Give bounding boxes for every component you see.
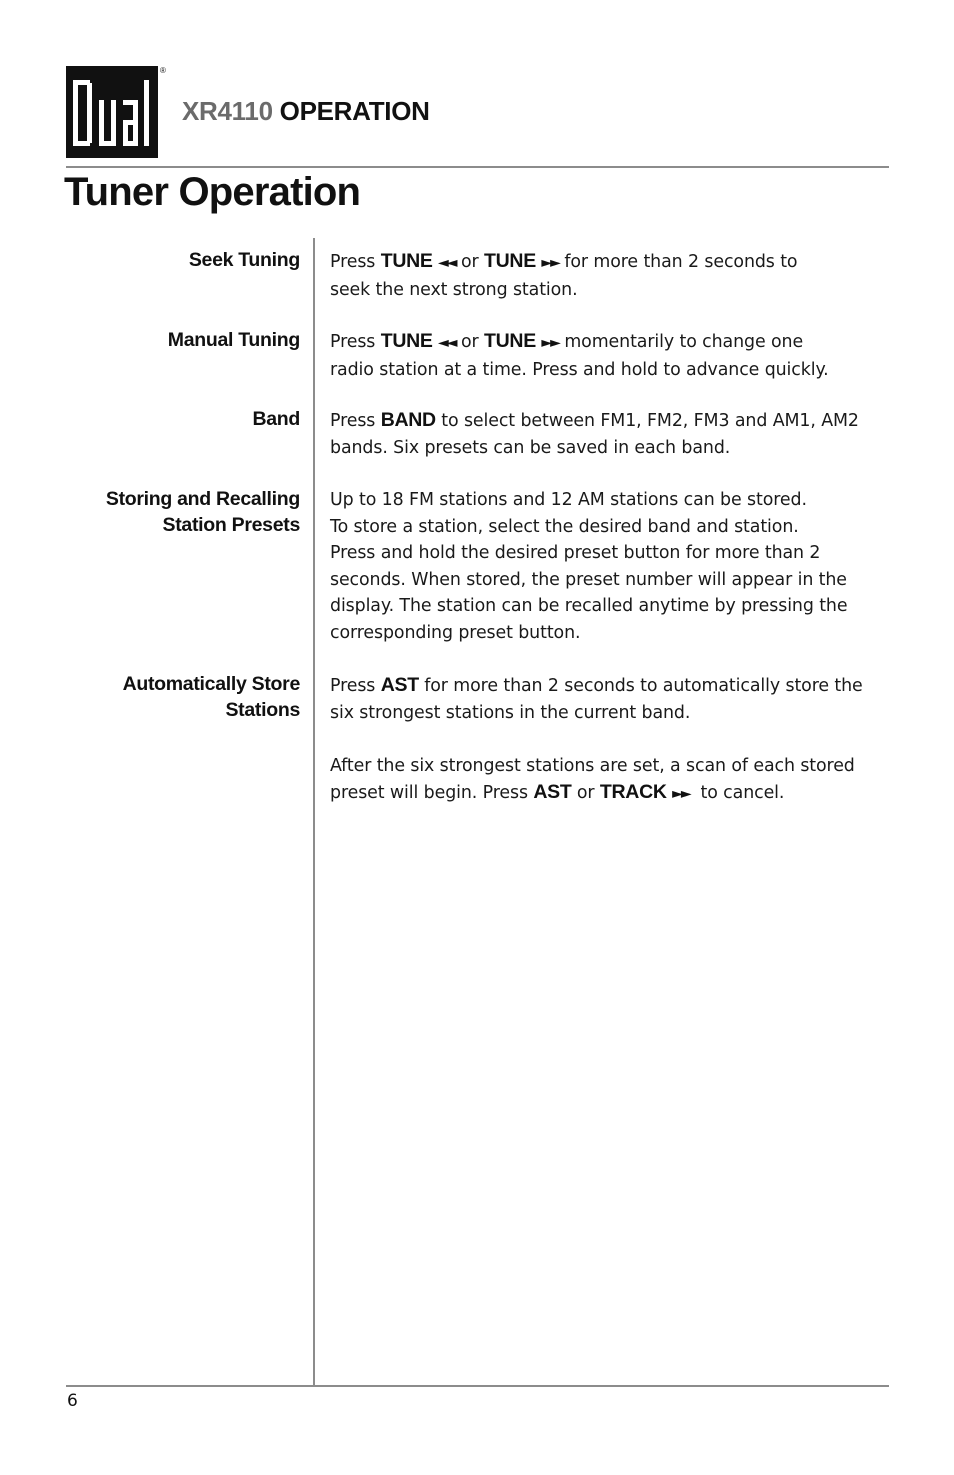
fast-forward-icon: ►► (541, 255, 559, 271)
ast-p2-line-1: After the six strongest stations are set, a scan of each stored (330, 755, 855, 776)
label-storing-presets (106, 486, 300, 538)
label-line-1: Storing and Recalling (105, 488, 300, 510)
keyword-tune: TUNE (484, 250, 536, 272)
header-model: XR4110 (182, 96, 273, 126)
column-divider (313, 238, 315, 1385)
text: Press (330, 411, 381, 431)
presets-line: display. The station can be recalled anytime by pressing the (330, 596, 848, 616)
dual-logo-mark (66, 66, 158, 158)
manual-line-2: radio station at a time. Press and hold to advance quickly. (330, 359, 829, 380)
page-number: 6 (67, 1391, 78, 1411)
text: momentarily to change one (558, 332, 804, 352)
keyword-track: TRACK (599, 781, 667, 803)
bottom-rule (66, 1385, 889, 1387)
keyword-ast: AST (533, 781, 572, 803)
rewind-icon: ◄◄ (438, 255, 456, 271)
label-line-2: Stations (225, 699, 300, 721)
presets-line: seconds. When stored, the preset number will appear in the (330, 569, 847, 590)
keyword-tune: TUNE (380, 330, 433, 352)
label-automatically-store (123, 671, 300, 723)
text: to select between FM1, FM2, FM3 and AM1, AM2 (435, 411, 859, 431)
ast-line-2: six strongest stations in the current band. (330, 702, 691, 723)
text: Press (330, 252, 381, 272)
label-band: Band (252, 408, 300, 430)
dual-logo (66, 66, 158, 158)
text: or (571, 783, 600, 803)
label-line-2: Station Presets (162, 514, 300, 536)
band-text (330, 407, 895, 461)
ast-line-1 (330, 672, 895, 700)
ast-p2-line-2 (330, 779, 895, 808)
fast-forward-icon: ►► (541, 335, 559, 351)
label-seek-tuning: Seek Tuning (188, 249, 300, 271)
presets-line: To store a station, select the desired band and station. (330, 516, 799, 537)
text: Press (330, 332, 381, 352)
text: or (455, 252, 485, 272)
keyword-tune: TUNE (380, 250, 433, 272)
header-title (182, 96, 430, 127)
text: or (455, 332, 485, 352)
fast-forward-icon: ►► (672, 786, 690, 802)
header-section: OPERATION (279, 96, 430, 126)
registered-mark: ® (160, 66, 166, 75)
text: for more than 2 seconds to (558, 252, 798, 272)
rewind-icon: ◄◄ (438, 335, 456, 351)
text: to cancel. (689, 783, 785, 803)
band-line-1 (330, 407, 895, 435)
keyword-tune: TUNE (484, 330, 536, 352)
seek-tuning-text (330, 248, 895, 303)
presets-line: Up to 18 FM stations and 12 AM stations can be stored. (330, 490, 807, 510)
seek-line-2: seek the next strong station. (330, 279, 578, 300)
presets-line: corresponding preset button. (330, 622, 581, 643)
ast-text (330, 672, 895, 808)
text: preset will begin. Press (330, 783, 534, 803)
presets-text (330, 487, 895, 646)
label-line-1: Automatically Store (122, 673, 300, 695)
text: Press (330, 676, 381, 696)
keyword-ast: AST (380, 674, 419, 696)
band-line-2: bands. Six presets can be saved in each band. (330, 437, 731, 458)
label-manual-tuning: Manual Tuning (167, 329, 300, 351)
presets-line: Press and hold the desired preset button for more than 2 (330, 543, 821, 563)
page-title: Tuner Operation (64, 170, 361, 214)
seek-line-1 (330, 248, 895, 277)
manual-line-1 (330, 328, 895, 357)
top-rule (66, 166, 889, 168)
text: for more than 2 seconds to automatically store the (418, 676, 863, 696)
keyword-band: BAND (380, 409, 436, 431)
manual-tuning-text (330, 328, 895, 383)
